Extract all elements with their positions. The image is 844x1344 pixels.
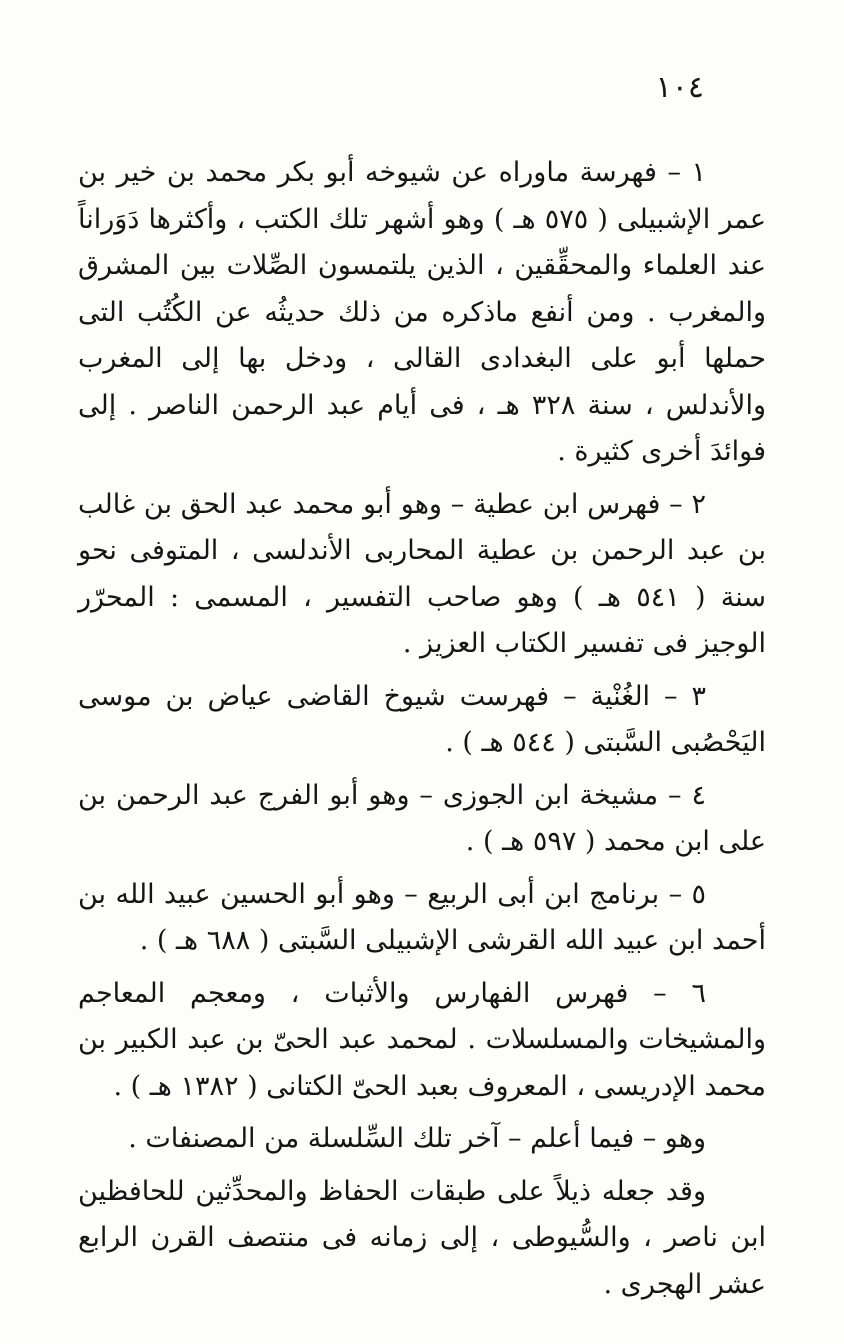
paragraph-item-3: ٣ – الغُنْية – فهرست شيوخ القاضى عياض بن موسى اليَحْصُبى السَّبتى ( ٥٤٤ هـ ) . [78, 680, 766, 758]
body-text [78, 150, 766, 1308]
paragraph-closing-note: وهو – فيما أعلم – آخر تلك السِّلسلة من المصنفات . [128, 1123, 706, 1154]
paragraph-item-5: ٥ – برنامج ابن أبى الربيع – وهو أبو الحسين عبيد الله بن أحمد ابن عبيد الله القرشى الإشبيلى السَّبتى ( ٦٨٨ هـ ) . [78, 878, 766, 956]
paragraph-final: وقد جعله ذيلاً على طبقات الحفاظ والمحدِّثين للحافظين ابن ناصر ، والسُّيوطى ، إلى زمانه فى منتصف القرن الرابع عشر الهجرى . [78, 1175, 766, 1300]
paragraph-item-4: ٤ – مشيخة ابن الجوزى – وهو أبو الفرج عبد الرحمن بن على ابن محمد ( ٥٩٧ هـ ) . [78, 779, 766, 857]
paragraph-item-1: ١ – فهرسة ماوراه عن شيوخه أبو بكر محمد بن خير بن عمر الإشبيلى ( ٥٧٥ هـ ) وهو أشهر تلك الكتب ، وأكثرها دَوَراناً عند العلماء والمحقِّقين ، الذين يلتمسون الصِّلات بين المشرق والمغرب . ومن أنفع ماذكره من ذلك حديثُه عن الكُتُب التى حملها أبو على البغدادى القالى ، ودخل بها إلى المغرب والأندلس ، سنة ٣٢٨ هـ ، فى أيام عبد الرحمن الناصر . إلى فوائدَ أخرى كثيرة . [78, 157, 766, 467]
page-number: ١٠٤ [655, 70, 704, 105]
paragraph-item-2: ٢ – فهرس ابن عطية – وهو أبو محمد عبد الحق بن غالب بن عبد الرحمن بن عطية المحاربى الأندلسى ، المتوفى نحو سنة ( ٥٤١ هـ ) وهو صاحب التفسير ، المسمى : المحرّر الوجيز فى تفسير الكتاب العزيز . [78, 488, 766, 659]
paragraph-item-6: ٦ – فهرس الفهارس والأثبات ، ومعجم المعاجم والمشيخات والمسلسلات . لمحمد عبد الحىّ بن عبد الكبير بن محمد الإدريسى ، المعروف بعبد الحىّ الكتانى ( ١٣٨٢ هـ ) . [78, 977, 766, 1102]
